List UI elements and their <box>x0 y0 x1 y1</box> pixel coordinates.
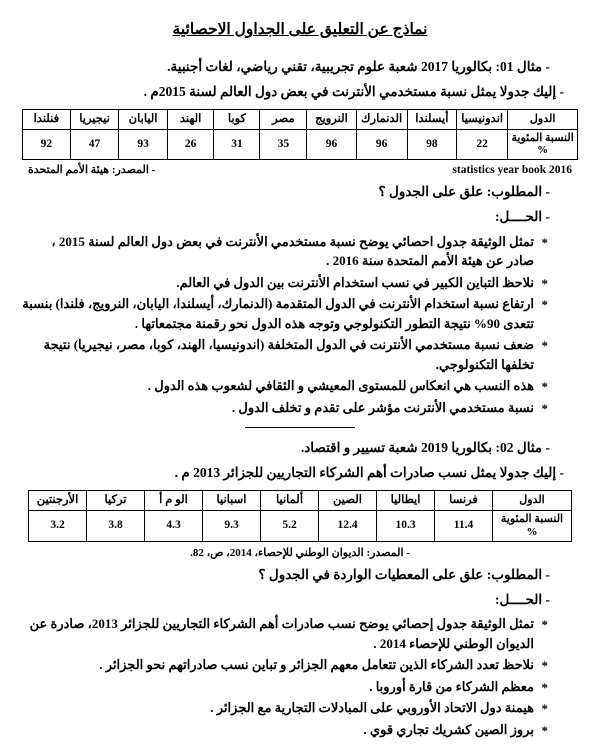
table-header-cell: تركيا <box>87 491 145 511</box>
example2-source: - المصدر: الديوان الوطني للإحصاء، 2014، ص، 82. <box>190 546 410 559</box>
table-cell: 92 <box>23 129 71 159</box>
table-header-cell: اسبانيا <box>203 491 261 511</box>
table-header-cell: اليابان <box>119 109 167 129</box>
list-item: * تمثل الوثيقة جدول إحصائي يوضح نسب صادرات أهم الشركاء التجاريين للجزائر 2013، صادرة عن الديوان الوطني للإحصاء 2014 . <box>22 614 548 653</box>
table-row-header <box>29 491 572 511</box>
example1-source-row <box>28 163 572 176</box>
section-divider <box>245 427 355 428</box>
table-header-cell: ألمانيا <box>261 491 319 511</box>
example2-table <box>28 490 572 541</box>
table-header-label-percent: النسبة المئوية % <box>493 511 572 541</box>
table-cell: 26 <box>167 129 214 159</box>
list-item: * نلاحظ التباين الكبير في نسب استخدام الأنترنت بين الدول في العالم. <box>22 273 548 293</box>
table-cell: 98 <box>407 129 456 159</box>
table-header-label-percent: النسبة المئوية % <box>508 129 578 159</box>
table-cell: 93 <box>119 129 167 159</box>
table-header-cell: فنلندا <box>23 109 71 129</box>
example1-solution-list <box>22 232 578 418</box>
table-header-label-countries: الدول <box>508 109 578 129</box>
page-title: نماذج عن التعليق على الجداول الاحصائية <box>172 21 428 38</box>
example1-intro: - إليك جدولا يمثل نسبة مستخدمي الأنترنت في بعض دول العالم لسنة 2015م . <box>143 83 564 99</box>
table-header-cell: كوبا <box>214 109 260 129</box>
list-item: * ضعف نسبة مستخدمي الأنترنت في الدول المتخلفة (اندونيسيا، الهند، كوبا، مصر، نيجيريا) نتيجة تخلفها التكنولوجي. <box>22 335 548 374</box>
list-item: * نسبة مستخدمي الأنترنت مؤشر على تقدم و تخلف الدول . <box>22 398 548 418</box>
table-cell: 35 <box>260 129 307 159</box>
table-cell: 5.2 <box>261 511 319 541</box>
table-cell: 12.4 <box>319 511 377 541</box>
table-header-cell: الصين <box>319 491 377 511</box>
table-header-cell: الو م أ <box>145 491 203 511</box>
example2-solution-list <box>22 614 578 739</box>
example1-source-ar: - المصدر: هيئة الأمم المتحدة <box>28 164 156 177</box>
example1-table <box>22 109 578 160</box>
table-header-label-countries: الدول <box>493 491 572 511</box>
table-cell: 3.2 <box>29 511 87 541</box>
example1-solution-label: - الحــــل: <box>495 209 550 225</box>
example2-intro: - إليك جدولا يمثل نسب صادرات أهم الشركاء التجاريين للجزائر 2013 م . <box>174 465 564 481</box>
table-header-cell: الهند <box>167 109 214 129</box>
table-header-cell: فرنسا <box>435 491 493 511</box>
list-item: * نلاحظ تعدد الشركاء الذين تتعامل معهم الجزائر و تباين نسب صادراتهم نحو الجزائر . <box>22 655 548 675</box>
table-header-cell: مصر <box>260 109 307 129</box>
list-item: * هيمنة دول الاتحاد الأوروبي على المبادلات التجارية مع الجزائر . <box>22 698 548 718</box>
table-header-cell: ايطاليا <box>377 491 435 511</box>
example2-solution-label: - الحــــل: <box>495 591 550 607</box>
example2-required: - المطلوب: علق على المعطيات الواردة في الجدول ؟ <box>258 566 550 582</box>
table-cell: 96 <box>307 129 356 159</box>
table-cell: 47 <box>70 129 119 159</box>
example1-heading: - مثال 01: بكالوريا 2017 شعبة علوم تجريبية، تقني رياضي، لغات أجنبية. <box>167 59 550 74</box>
table-row-header <box>23 109 578 129</box>
table-header-cell: نيجيريا <box>70 109 119 129</box>
table-header-cell: أيسلندا <box>407 109 456 129</box>
table-cell: 96 <box>356 129 407 159</box>
table-cell: 31 <box>214 129 260 159</box>
table-cell: 22 <box>457 129 508 159</box>
list-item: * ارتفاع نسبة استخدام الأنترنت في الدول المتقدمة (الدنمارك، أيسلندا، اليابان، النرويج، فلندا) بنسبة تتعدى 90% نتيجة التطور التكنولوجي وتوجه هذه الدول نحو رقمنة مجتمعاتها . <box>22 294 548 333</box>
table-header-cell: الدنمارك <box>356 109 407 129</box>
table-row-values <box>23 129 578 159</box>
example1-required: - المطلوب: علق على الجدول ؟ <box>378 184 550 200</box>
table-cell: 10.3 <box>377 511 435 541</box>
example2-heading: - مثال 02: بكالوريا 2019 شعبة تسيير و اقتصاد. <box>300 440 550 456</box>
table-header-cell: اندونيسيا <box>457 109 508 129</box>
table-cell: 4.3 <box>145 511 203 541</box>
table-cell: 9.3 <box>203 511 261 541</box>
table-header-cell: الأرجنتين <box>29 491 87 511</box>
table-cell: 3.8 <box>87 511 145 541</box>
list-item: * تمثل الوثيقة جدول احصائي يوضح نسبة مستخدمي الأنترنت في بعض دول العالم لسنة 2015 ، صادر عن هيئة الأمم المتحدة سنة 2016 . <box>22 232 548 271</box>
example1-source-en: statistics year book 2016 <box>452 164 572 177</box>
table-cell: 11.4 <box>435 511 493 541</box>
table-row-values <box>29 511 572 541</box>
list-item: * معظم الشركاء من قارة أوروبا . <box>22 677 548 697</box>
table-header-cell: النرويج <box>307 109 356 129</box>
list-item: * هذه النسب هي انعكاس للمستوى المعيشي و الثقافي لشعوب هذه الدول . <box>22 376 548 396</box>
list-item: * بروز الصين كشريك تجاري قوي . <box>22 720 548 740</box>
